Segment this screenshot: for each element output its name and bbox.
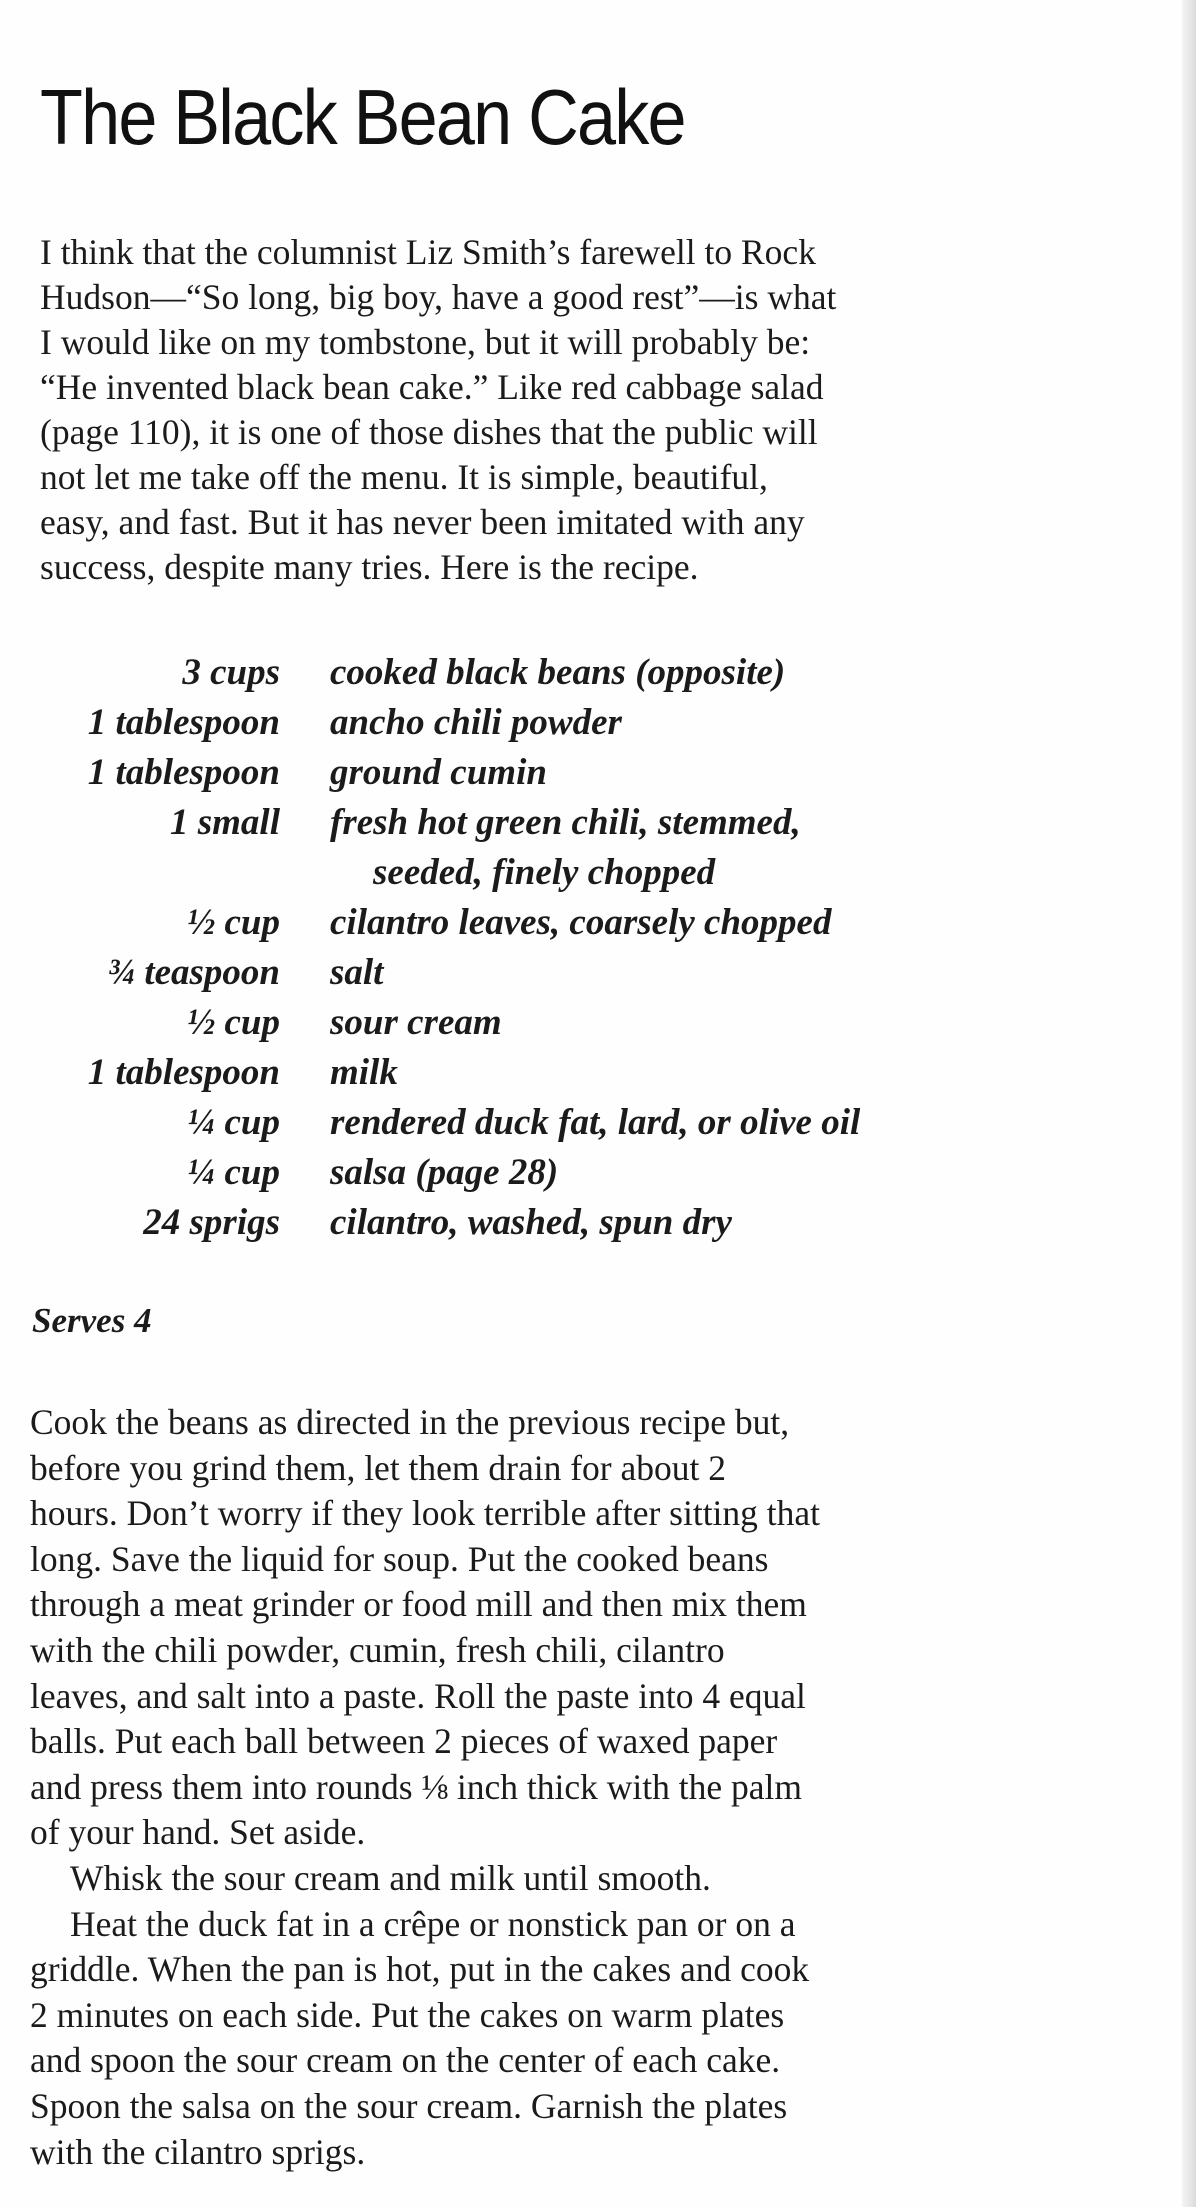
method-line: griddle. When the pan is hot, put in the cakes and cook — [30, 1949, 810, 1990]
method-line: long. Save the liquid for soup. Put the cooked beans — [30, 1538, 769, 1579]
method-line: of your hand. Set aside. — [30, 1812, 366, 1853]
ingredient-list — [0, 648, 1110, 1248]
intro-line: Hudson—“So long, big boy, have a good rest”—is what — [40, 277, 837, 317]
ingredient-quantity: ½ cup — [187, 902, 280, 943]
intro-line: easy, and fast. But it has never been imitated with any — [40, 502, 805, 542]
method-line: and spoon the sour cream on the center of each cake. — [30, 2040, 781, 2081]
ingredient-row — [0, 698, 1110, 748]
ingredient-quantity: 1 tablespoon — [87, 1052, 280, 1093]
ingredient-quantity: 1 small — [170, 802, 280, 843]
method-line: Cook the beans as directed in the previous recipe but, — [30, 1402, 790, 1442]
ingredient-quantity: 3 cups — [182, 652, 280, 693]
ingredient-name: ground cumin — [330, 752, 547, 793]
ingredient-row — [0, 1098, 1110, 1148]
method-line: with the cilantro sprigs. — [30, 2131, 366, 2172]
intro-line: I would like on my tombstone, but it will probably be: — [40, 322, 811, 362]
intro-line: I think that the columnist Liz Smith’s farewell to Rock — [40, 232, 816, 272]
ingredient-row — [0, 1048, 1110, 1098]
ingredient-name: rendered duck fat, lard, or olive oil — [330, 1102, 861, 1143]
serves-label: Serves 4 — [32, 1301, 152, 1340]
ingredient-row — [0, 648, 1110, 698]
ingredient-row — [0, 1198, 1110, 1248]
method-line: before you grind them, let them drain for about 2 — [30, 1447, 726, 1488]
ingredient-quantity: ¼ cup — [187, 1102, 280, 1143]
method-line: balls. Put each ball between 2 pieces of waxed paper — [30, 1721, 778, 1762]
ingredient-quantity: 1 tablespoon — [87, 752, 280, 793]
method-line: with the chili powder, cumin, fresh chili, cilantro — [30, 1629, 725, 1670]
ingredient-name: salsa (page 28) — [330, 1152, 559, 1193]
ingredient-quantity: ½ cup — [187, 1002, 280, 1043]
intro-line: “He invented black bean cake.” Like red cabbage salad — [40, 367, 824, 407]
page-edge — [1182, 0, 1196, 2207]
ingredient-row — [0, 948, 1110, 998]
method-line: leaves, and salt into a paste. Roll the paste into 4 equal — [30, 1675, 806, 1716]
method-line: 2 minutes on each side. Put the cakes on warm plates — [30, 1994, 785, 2035]
method-line: Heat the duck fat in a crêpe or nonstick pan or on a — [70, 1903, 796, 1944]
ingredient-quantity: ¼ cup — [187, 1152, 280, 1193]
ingredient-quantity: 1 tablespoon — [87, 702, 280, 743]
ingredient-name: salt — [330, 952, 384, 993]
ingredient-name-group — [330, 798, 801, 898]
method-line: through a meat grinder or food mill and then mix them — [30, 1584, 807, 1625]
intro-line: (page 110), it is one of those dishes that the public will — [40, 412, 818, 452]
ingredient-name: cilantro, washed, spun dry — [330, 1202, 732, 1243]
recipe-title: The Black Bean Cake — [40, 73, 685, 161]
ingredient-name: milk — [330, 1052, 398, 1093]
ingredient-name: ancho chili powder — [330, 702, 622, 743]
ingredient-name-continued: seeded, finely chopped — [373, 852, 716, 893]
ingredient-name: cooked black beans (opposite) — [330, 652, 786, 693]
ingredient-row — [0, 798, 1110, 898]
method-line: Whisk the sour cream and milk until smooth. — [70, 1857, 711, 1898]
ingredient-name: cilantro leaves, coarsely chopped — [330, 902, 832, 943]
ingredient-row — [0, 898, 1110, 948]
ingredient-row — [0, 748, 1110, 798]
ingredient-name: fresh hot green chili, stemmed, — [330, 802, 801, 843]
intro-line: not let me take off the menu. It is simple, beautiful, — [40, 457, 768, 497]
method-line: and press them into rounds ⅛ inch thick with the palm — [30, 1766, 803, 1807]
ingredient-quantity: ¾ teaspoon — [107, 952, 280, 993]
ingredient-quantity: 24 sprigs — [143, 1202, 280, 1243]
intro-line: success, despite many tries. Here is the recipe. — [40, 547, 699, 587]
ingredient-row — [0, 998, 1110, 1048]
ingredient-name: sour cream — [330, 1002, 502, 1043]
ingredient-row — [0, 1148, 1110, 1198]
intro-paragraph — [40, 230, 1070, 590]
method-paragraphs — [30, 1400, 1090, 2175]
method-line: hours. Don’t worry if they look terrible after sitting that — [30, 1493, 821, 1534]
method-line: Spoon the salsa on the sour cream. Garnish the plates — [30, 2085, 788, 2126]
